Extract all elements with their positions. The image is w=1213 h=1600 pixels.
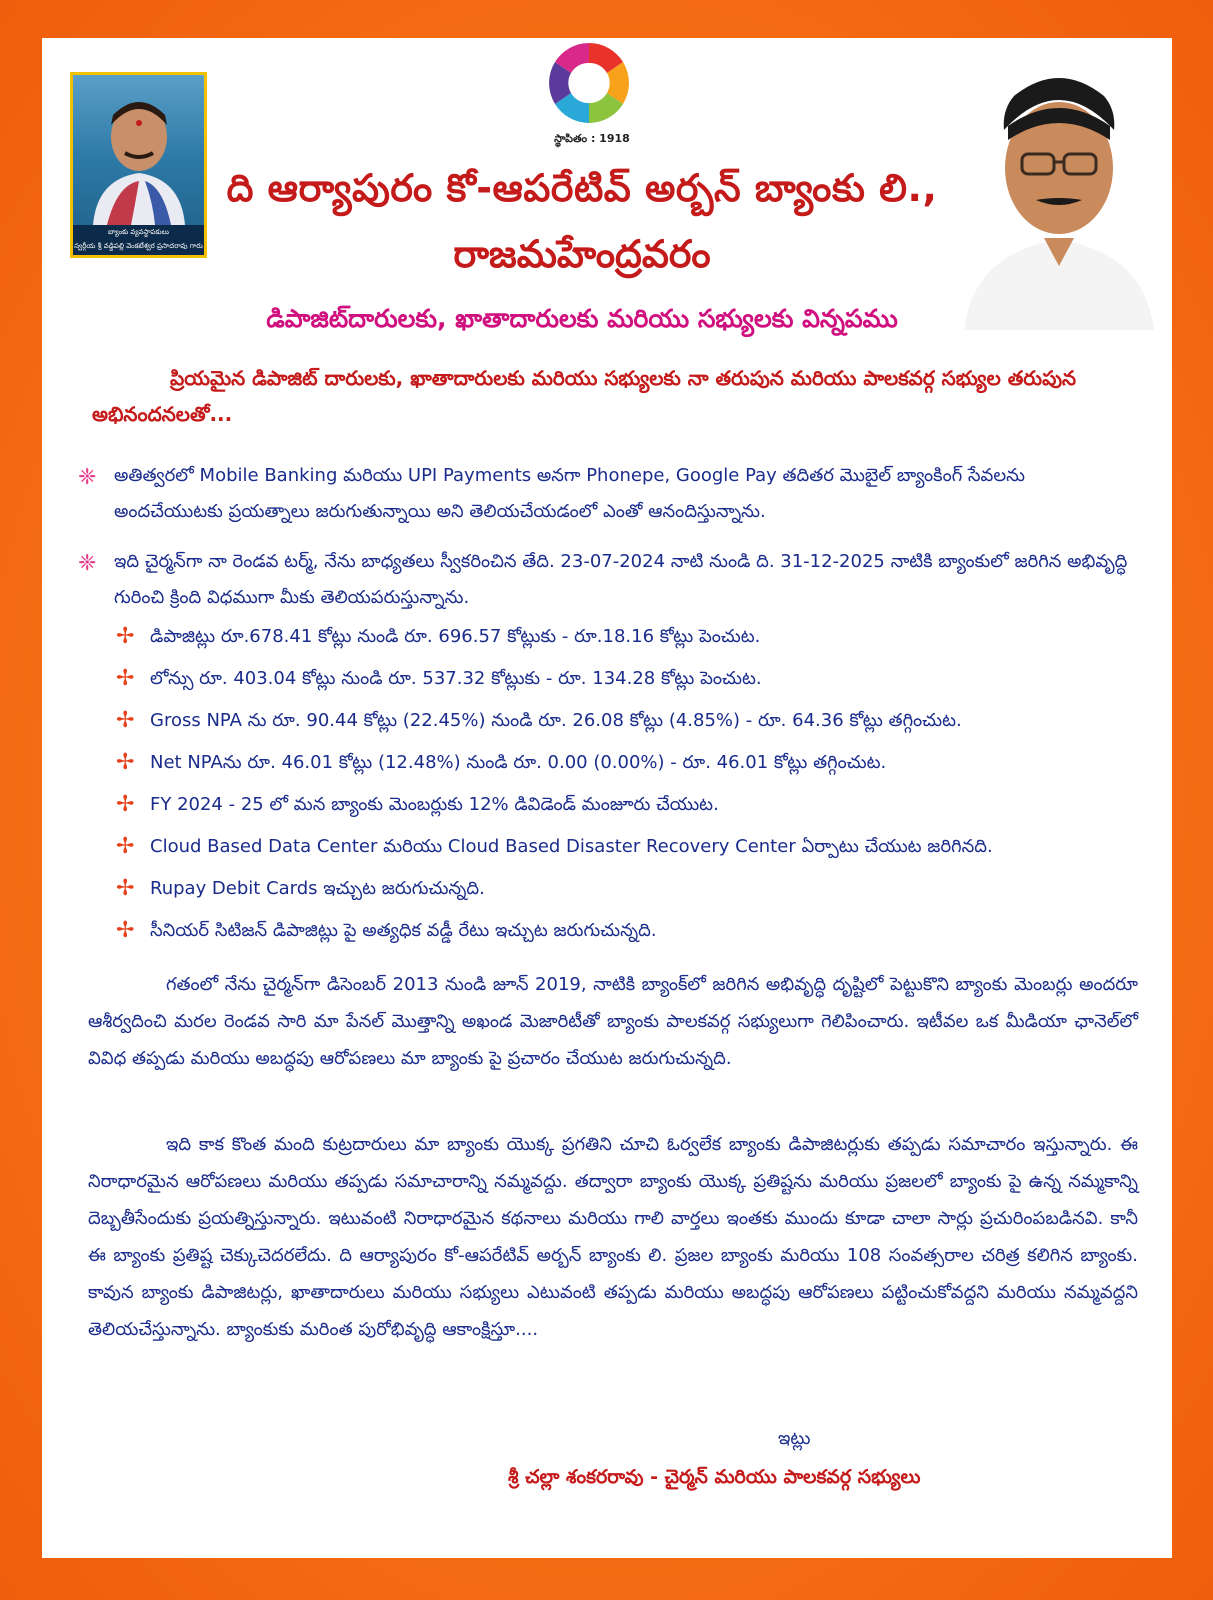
list-item (116, 664, 1156, 694)
star-bullet-icon: ❈ (78, 551, 97, 576)
established-year: స్థాపితం : 1918 (554, 132, 630, 145)
sub-point-text: Gross NPA ను రూ. 90.44 కోట్లు (22.45%) నుండి రూ. 26.08 కోట్లు (4.85%) - రూ. 64.36 కోట్లు తగ్గించుట. (150, 710, 962, 731)
notice-subtitle: డిపాజిట్‌దారులకు, ఖాతాదారులకు మరియు సభ్యులకు విన్నపము (266, 304, 898, 333)
paragraph-appeal (88, 1126, 1138, 1348)
sub-point-text: సీనియర్ సిటిజన్ డిపాజిట్లు పై అత్యధిక వడ్డీ రేటు ఇచ్చుట జరుగుచున్నది. (150, 920, 657, 941)
cross-bullet-icon: ✢ (116, 876, 135, 901)
founder-caption-title: బ్యాంకు వ్యవస్థాపకులు (108, 228, 169, 236)
paragraph-history (88, 966, 1138, 1077)
cross-bullet-icon: ✢ (116, 624, 135, 649)
point-text: ఇది చైర్మన్‌గా నా రెండవ టర్మ్, నేను బాధ్యతలు స్వీకరించిన తేది. 23-07-2024 నాటి నుండి ది. 31-12-2025 నాటికి బ్యాంకులో జరిగిన అభివృద్ధి గురించి క్రింది విధముగా మీకు తెలియపరుస్తున్నాను. (114, 551, 1128, 608)
chairman-photo (964, 60, 1154, 330)
sub-point-text: FY 2024 - 25 లో మన బ్యాంకు మెంబర్లుకు 12% డివిడెండ్ మంజూరు చేయుట. (150, 794, 719, 815)
closing-text: ఇట్లు (778, 1428, 811, 1449)
bank-name: ది ఆర్యాపురం కో-ఆపరేటివ్ అర్బన్ బ్యాంకు లి., (226, 166, 938, 210)
list-item (116, 874, 1156, 904)
list-item (116, 916, 1156, 946)
cross-bullet-icon: ✢ (116, 708, 135, 733)
bank-logo (544, 38, 634, 128)
sub-point-text: డిపాజిట్లు రూ.678.41 కోట్లు నుండి రూ. 696.57 కోట్లుకు - రూ.18.16 కోట్లు పెంచుట. (150, 626, 761, 647)
list-item (78, 544, 1138, 616)
signature: శ్రీ చల్లా శంకరరావు - చైర్మన్ మరియు పాలకవర్గ సభ్యులు (508, 1466, 921, 1488)
cross-bullet-icon: ✢ (116, 666, 135, 691)
sub-point-text: Cloud Based Data Center మరియు Cloud Based Disaster Recovery Center ఏర్పాటు చేయుట జరిగినది. (150, 836, 993, 857)
cross-bullet-icon: ✢ (116, 918, 135, 943)
list-item (116, 832, 1156, 862)
star-bullet-icon: ❈ (78, 465, 97, 490)
chairman-portrait (964, 60, 1154, 330)
paragraph-appeal-text: ఇది కాక కొంత మంది కుట్రదారులు మా బ్యాంకు యొక్క ప్రగతిని చూచి ఓర్వలేక బ్యాంకు డిపాజిటర్లుకు తప్పడు సమాచారం ఇస్తున్నారు. ఈ నిరాధారమైన ఆరోపణలు మరియు తప్పడు సమాచారాన్ని నమ్మవద్దు. తద్వారా బ్యాంకు యొక్క ప్రతిష్టను మరియు ప్రజలలో బ్యాంకు పై ఉన్న నమ్మకాన్ని దెబ్బతీసేందుకు ప్రయత్నిస్తున్నారు. ఇటువంటి నిరాధారమైన కథనాలు మరియు గాలి వార్తలు ఇంతకు ముందు కూడా చాలా సార్లు ప్రచురింపబడినవి. కానీ ఈ బ్యాంకు ప్రతిష్ట చెక్కుచెదరలేదు. ది ఆర్యాపురం కో-ఆపరేటివ్ అర్బన్ బ్యాంకు లి. ప్రజల బ్యాంకు మరియు 108 సంవత్సరాల చరిత్ర కలిగిన బ్యాంకు. కావున బ్యాంకు డిపాజిటర్లు, ఖాతాదారులు మరియు సభ్యులు ఎటువంటి తప్పడు మరియు అబద్ధపు ఆరోపణలు పట్టించుకోవద్దని మరియు నమ్మవద్దని తెలియచేస్తున్నాను. బ్యాంకుకు మరింత పురోభివృద్ధి ఆకాంక్షిస్తూ.... (88, 1134, 1138, 1340)
sub-point-text: Net NPAను రూ. 46.01 కోట్లు (12.48%) నుండి రూ. 0.00 (0.00%) - రూ. 46.01 కోట్లు తగ్గించుట. (150, 752, 887, 773)
founder-portrait (70, 72, 207, 258)
list-item (116, 622, 1156, 652)
cross-bullet-icon: ✢ (116, 792, 135, 817)
notice-sheet (42, 38, 1172, 1558)
sub-point-text: లోన్సు రూ. 403.04 కోట్లు నుండి రూ. 537.32 కోట్లుకు - రూ. 134.28 కోట్లు పెంచుట. (150, 668, 762, 689)
cross-bullet-icon: ✢ (116, 750, 135, 775)
founder-photo (73, 75, 204, 225)
list-item (116, 748, 1156, 778)
list-item (116, 706, 1156, 736)
point-text: అతిత్వరలో Mobile Banking మరియు UPI Payments అనగా Phonepe, Google Pay తదితర మొబైల్ బ్యాంకింగ్ సేవలను అందచేయుటకు ప్రయత్నాలు జరుగుతున్నాయి అని తెలియచేయడంలో ఎంతో ఆనందిస్తున్నాను. (114, 465, 1025, 522)
list-item (78, 458, 1138, 530)
paragraph-history-text: గతంలో నేను చైర్మన్‌గా డిసెంబర్ 2013 నుండి జూన్ 2019, నాటికి బ్యాంక్‌లో జరిగిన అభివృద్ధి దృష్టిలో పెట్టుకొని బ్యాంకు మెంబర్లు అందరూ ఆశీర్వదించి మరల రెండవ సారి మా పేనల్ మొత్తాన్ని అఖండ మెజారిటీతో బ్యాంకు పాలకవర్గ సభ్యులుగా గెలిపించారు. ఇటీవల ఒక మీడియా ఛానెల్‌లో వివిధ తప్పడు మరియు అబద్ధపు ఆరోపణలు మా బ్యాంకు పై ప్రచారం చేయుట జరుగుచున్నది. (88, 974, 1138, 1069)
bank-city: రాజమహేంద్రవరం (453, 232, 711, 276)
sub-point-text: Rupay Debit Cards ఇచ్చుట జరుగుచున్నది. (150, 878, 485, 899)
cross-bullet-icon: ✢ (116, 834, 135, 859)
greeting (92, 360, 1112, 432)
list-item (116, 790, 1156, 820)
greeting-text: ప్రియమైన డిపాజిట్ దారులకు, ఖాతాదారులకు మరియు సభ్యులకు నా తరుపున మరియు పాలకవర్గ సభ్యుల తరుపున అభినందనలతో... (92, 366, 1077, 426)
founder-caption-name: స్వర్గీయ శ్రీ వడ్డిపల్లి వెంకటేశ్వర ప్రసాదరావు గారు (74, 242, 203, 250)
